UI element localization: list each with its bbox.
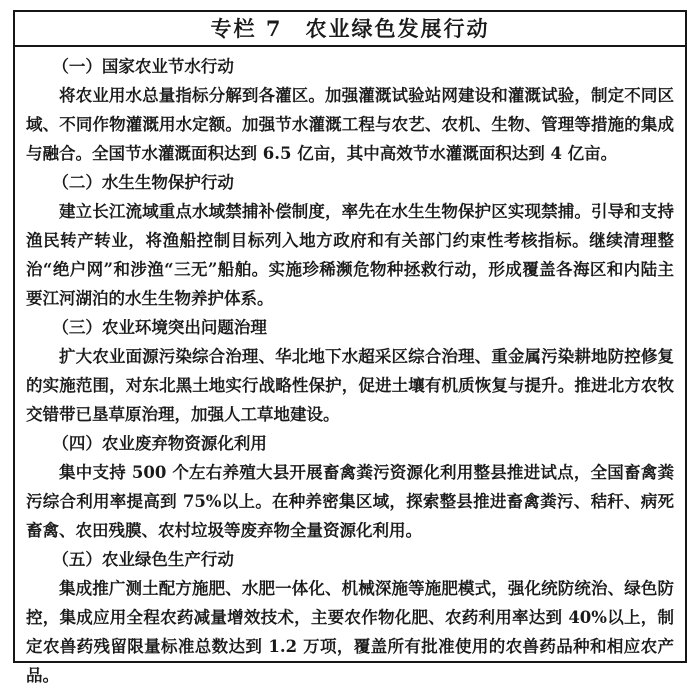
column-panel <box>13 10 687 685</box>
section-1 <box>26 52 674 168</box>
section-4-paragraph: 集中支持 500 个左右养殖大县开展畜禽粪污资源化利用整县推进试点，全国畜禽粪污综合利用率提高到 75%以上。在种养密集区域，探索整县推进畜禽粪污、秸秆、病死畜禽、农田残膜、农村垃圾等废弃物全量资源化利用。 <box>26 463 674 540</box>
section-3-heading: （三）农业环境突出问题治理 <box>52 318 267 337</box>
section-5 <box>26 545 674 690</box>
section-2 <box>26 168 674 313</box>
section-3 <box>26 313 674 429</box>
section-2-paragraph: 建立长江流域重点水域禁捕补偿制度，率先在水生生物保护区实现禁捕。引导和支持渔民转产转业，将渔船控制目标列入地方政府和有关部门约束性考核指标。继续清理整治“绝户网”和涉渔“三无”船舶。实施珍稀濒危物种拯救行动，形成覆盖各海区和内陆主要江河湖泊的水生生物养护体系。 <box>26 202 674 308</box>
section-3-paragraph: 扩大农业面源污染综合治理、华北地下水超采区综合治理、重金属污染耕地防控修复的实施范围，对东北黑土地实行战略性保护，促进土壤有机质恢复与提升。推进北方农牧交错带已垦草原治理，加强人工草地建设。 <box>26 347 674 424</box>
section-4 <box>26 429 674 545</box>
section-1-heading: （一）国家农业节水行动 <box>52 57 234 76</box>
section-4-heading: （四）农业废弃物资源化利用 <box>52 434 267 453</box>
panel-title: 专栏 7 农业绿色发展行动 <box>15 12 685 47</box>
section-5-heading: （五）农业绿色生产行动 <box>52 550 234 569</box>
panel-body <box>15 47 685 690</box>
section-5-paragraph: 集成推广测土配方施肥、水肥一体化、机械深施等施肥模式，强化统防统治、绿色防控，集成应用全程农药减量增效技术，主要农作物化肥、农药利用率达到 40%以上，制定农兽药残留限量标准总数达到 1.2 万项，覆盖所有批准使用的农兽药品种和相应农产品。 <box>26 579 674 685</box>
section-1-paragraph: 将农业用水总量指标分解到各灌区。加强灌溉试验站网建设和灌溉试验，制定不同区域、不同作物灌溉用水定额。加强节水灌溉工程与农艺、农机、生物、管理等措施的集成与融合。全国节水灌溉面积达到 6.5 亿亩，其中高效节水灌溉面积达到 4 亿亩。 <box>26 86 674 163</box>
section-2-heading: （二）水生生物保护行动 <box>52 173 234 192</box>
